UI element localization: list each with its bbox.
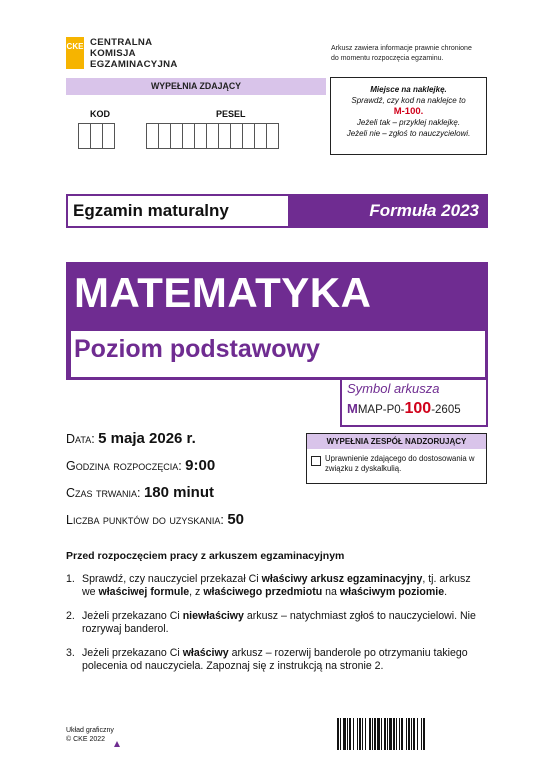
item-text: arkusz – natychmiast zgłoś to nauczycielowi. Nie rozrywaj banderol. (82, 610, 476, 635)
logo-text (90, 37, 178, 70)
cke-logo (66, 37, 186, 71)
exam-type-bar (66, 194, 488, 228)
committee-body (311, 454, 483, 474)
sticker-title: Miejsce na naklejkę. (370, 85, 447, 94)
exam-formula: Formuła 2023 (288, 196, 486, 226)
notice-line-2: do momentu rozpoczęcia egzaminu. (331, 54, 444, 62)
pesel-cell[interactable] (243, 124, 255, 149)
pesel-cell[interactable] (195, 124, 207, 149)
item-text: na (322, 586, 340, 598)
committee-header: WYPEŁNIA ZESPÓŁ NADZORUJĄCY (307, 434, 486, 449)
pesel-cell[interactable] (183, 124, 195, 149)
candidate-fill-header: WYPEŁNIA ZDAJĄCY (66, 78, 326, 95)
sticker-check-text: Sprawdź, czy kod na naklejce to (351, 95, 466, 105)
instruction-item (66, 610, 486, 636)
footer-credit (66, 726, 114, 744)
instruction-item (66, 573, 486, 599)
item-text: Jeżeli przekazano Ci (82, 610, 183, 622)
symbol-code-c: -2605 (431, 404, 461, 416)
item-bold: właściwej formule (98, 586, 190, 598)
item-text: Sprawdź, czy nauczyciel przekazał Ci (82, 573, 262, 585)
item-bold: niewłaściwy (182, 610, 244, 622)
pesel-cell[interactable] (171, 124, 183, 149)
dyscalculia-text: Uprawnienie zdającego do dostosowania w związku z dyskalkulią. (325, 454, 475, 473)
pesel-label: PESEL (216, 109, 246, 119)
sticker-yes-text: Jeżeli tak – przyklej naklejkę. (356, 118, 461, 127)
logo-line-3: EGZAMINACYJNA (90, 59, 178, 70)
logo-line-2: KOMISJA (90, 48, 136, 59)
kod-field[interactable] (78, 123, 115, 149)
kod-cell[interactable] (79, 124, 91, 149)
pesel-cell[interactable] (255, 124, 267, 149)
duration-label: Czas trwania: (66, 486, 141, 500)
item-text: arkusz – rozerwij banderole po otrzymaniu takiego polecenia od nauczyciela. Zapoznaj się z instrukcją na stronie 2. (82, 647, 468, 672)
item-number: 2. (66, 610, 75, 622)
logo-line-1: CENTRALNA (90, 37, 153, 48)
pesel-cell[interactable] (147, 124, 159, 149)
pesel-cell[interactable] (231, 124, 243, 149)
kod-cell[interactable] (103, 124, 115, 149)
item-bold: właściwy arkusz egzaminacyjny (261, 573, 423, 585)
level-title: Poziom podstawowy (74, 335, 320, 363)
item-bold: właściwego przedmiotu (203, 586, 323, 598)
points-label: Liczba punktów do uzyskania: (66, 513, 224, 527)
barcode (337, 718, 487, 750)
item-text: , z (189, 586, 204, 598)
level-box (71, 331, 485, 377)
item-text: . (444, 586, 448, 598)
start-label: Godzina rozpoczęcia: (66, 459, 182, 473)
pesel-cell[interactable] (159, 124, 171, 149)
date-value: 5 maja 2026 r. (98, 430, 196, 447)
symbol-code (347, 400, 461, 418)
exam-duration (66, 484, 214, 501)
exam-points (66, 511, 244, 528)
item-bold: właściwym poziomie (339, 586, 445, 598)
triangle-icon (114, 741, 120, 747)
kod-label: KOD (90, 109, 110, 119)
pesel-cell[interactable] (219, 124, 231, 149)
pesel-cell[interactable] (267, 124, 279, 149)
symbol-code-a: MAP-P0- (357, 404, 405, 416)
pesel-cell[interactable] (207, 124, 219, 149)
item-text: , tj. arkusz we (82, 573, 471, 598)
sticker-code: M-100. (393, 106, 424, 117)
logo-mark: CKE (66, 37, 84, 69)
exam-date (66, 430, 196, 447)
barcode-gap (425, 718, 426, 750)
instructions-list (66, 573, 486, 684)
symbol-prefix: M (347, 401, 358, 416)
footer-line-1: Układ graficzny (66, 727, 114, 734)
sticker-no-text: Jeżeli nie – zgłoś to nauczycielowi. (346, 128, 471, 138)
item-number: 3. (66, 647, 75, 659)
exam-start-time (66, 457, 215, 474)
sheet-symbol (340, 378, 488, 427)
item-bold: właściwy (182, 647, 229, 659)
instructions-title: Przed rozpoczęciem pracy z arkuszem egzaminacyjnym (66, 550, 345, 562)
exam-type: Egzamin maturalny (68, 196, 288, 226)
date-label: Data: (66, 432, 95, 446)
sticker-box (330, 77, 487, 155)
item-number: 1. (66, 573, 75, 585)
confidential-notice (331, 44, 501, 63)
points-value: 50 (227, 511, 245, 528)
kod-cell[interactable] (91, 124, 103, 149)
dyscalculia-checkbox[interactable] (311, 456, 321, 466)
symbol-code-number: 100 (404, 400, 432, 417)
subject-block (66, 262, 488, 380)
notice-line-1: Arkusz zawiera informacje prawnie chronione (331, 45, 472, 52)
footer-line-2: © CKE 2022 (66, 736, 106, 743)
instruction-item (66, 647, 486, 673)
duration-value: 180 minut (143, 484, 214, 501)
item-text: Jeżeli przekazano Ci (82, 647, 183, 659)
symbol-label: Symbol arkusza (347, 381, 440, 396)
subject-title: MATEMATYKA (74, 269, 372, 316)
pesel-field[interactable] (146, 123, 279, 149)
start-value: 9:00 (185, 457, 216, 474)
committee-box (306, 433, 487, 484)
